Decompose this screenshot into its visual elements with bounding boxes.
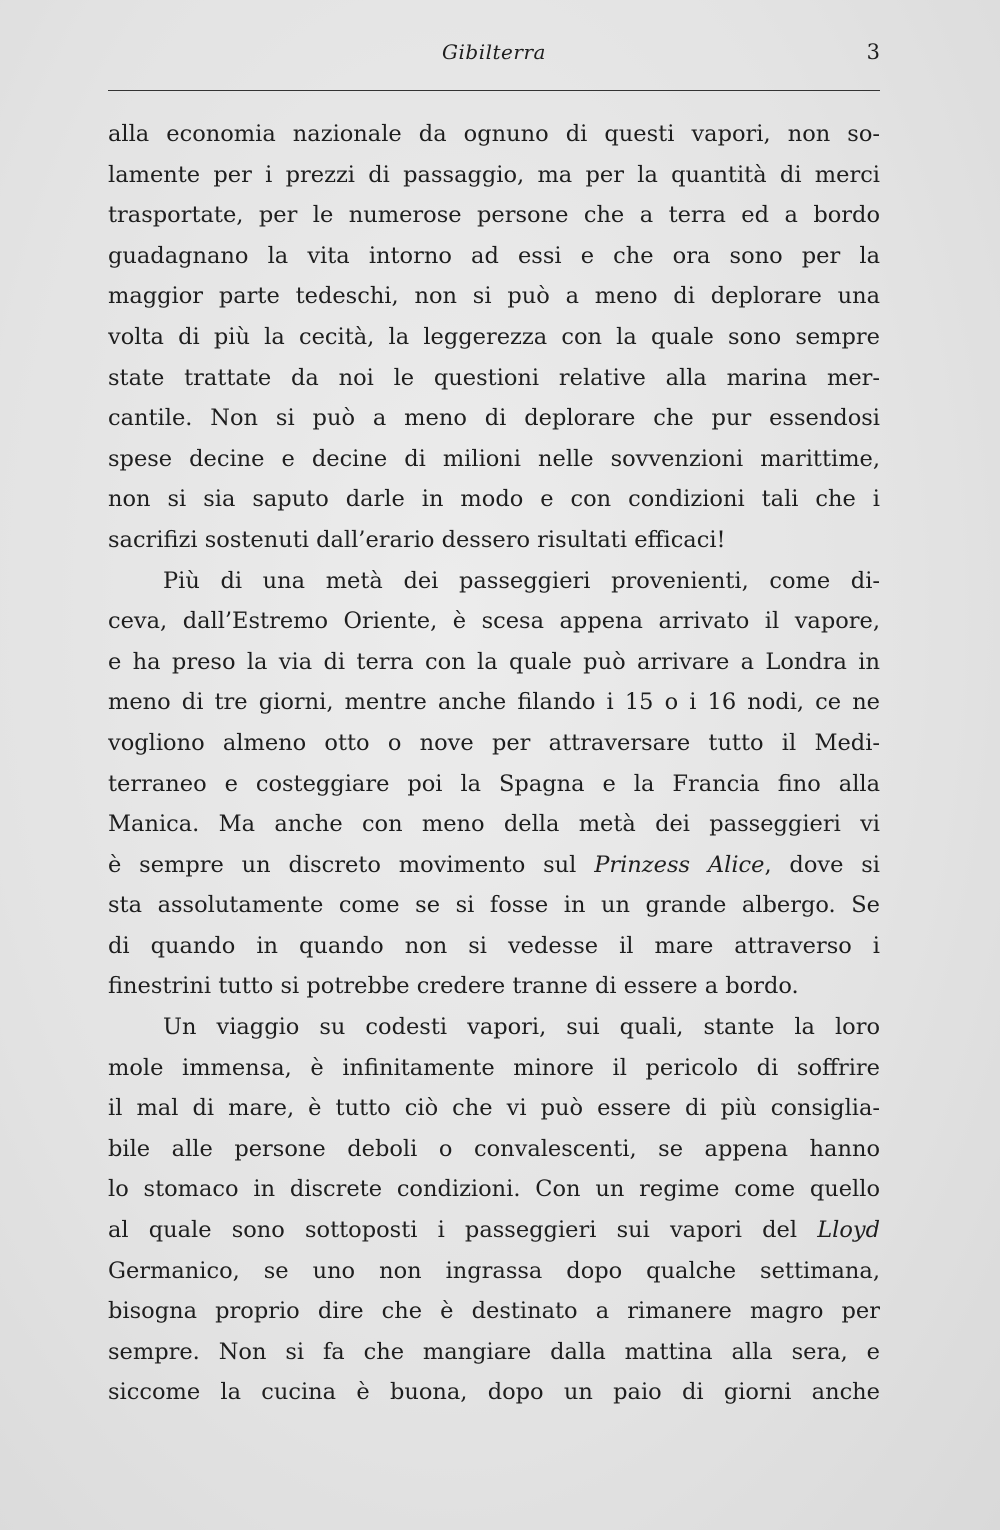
text-line: state trattate da noi le questioni relative alla marina mer- [108,364,880,391]
text-line: non si sia saputo darle in modo e con condizioni tali che i [108,486,880,513]
company-name: Lloyd [817,1217,880,1244]
text-line: sacrifizi sostenuti dall’erario dessero risultati efficaci! [108,526,726,553]
text-line: e ha preso la via di terra con la quale può arrivare a Londra in [108,648,880,675]
text-line: Manica. Ma anche con meno della metà dei passeggieri vi [108,811,880,838]
text-line: siccome la cucina è buona, dopo un paio di giorni anche [108,1379,880,1406]
text-line: terraneo e costeggiare poi la Spagna e la Francia fino alla [108,770,880,797]
body-text [108,114,880,1413]
text-line: maggior parte tedeschi, non si può a meno di deplorare una [108,283,880,310]
text-line: bisogna proprio dire che è destinato a rimanere magro per [108,1298,880,1325]
running-title: Gibilterra [442,40,546,64]
text-line: lamente per i prezzi di passaggio, ma per la quantità di merci [108,161,880,188]
text-line: spese decine e decine di milioni nelle sovvenzioni marittime, [108,445,880,472]
text-line: guadagnano la vita intorno ad essi e che ora sono per la [108,242,880,269]
text-line: sempre. Non si fa che mangiare dalla mattina alla sera, e [108,1338,880,1365]
text-line: sta assolutamente come se si fosse in un grande albergo. Se [108,892,880,919]
text-line: di quando in quando non si vedesse il mare attraverso i [108,932,880,959]
text-line: al quale sono sottoposti i passeggieri sui vapori del Lloyd [108,1217,880,1244]
text-line: vogliono almeno otto o nove per attraversare tutto il Medi- [108,729,880,756]
text-line: meno di tre giorni, mentre anche filando i 15 o i 16 nodi, ce ne [108,689,880,716]
header-rule [108,90,880,91]
text-line: alla economia nazionale da ognuno di questi vapori, non so- [108,121,880,147]
text-line: bile alle persone deboli o convalescenti, se appena hanno [108,1135,880,1162]
text-line: Un viaggio su codesti vapori, sui quali, stante la loro [163,1014,880,1041]
text-line: volta di più la cecità, la leggerezza con la quale sono sempre [108,323,880,350]
text-line: Germanico, se uno non ingrassa dopo qualche settimana, [108,1257,880,1284]
ship-name: Prinzess Alice [594,851,765,878]
text-line: trasportate, per le numerose persone che a terra ed a bordo [108,202,880,229]
text-line: il mal di mare, è tutto ciò che vi può essere di più consiglia- [108,1095,880,1122]
text-line: cantile. Non si può a meno di deplorare che pur essendosi [108,405,880,432]
text-line: finestrini tutto si potrebbe credere tranne di essere a bordo. [108,973,799,1000]
text-line: è sempre un discreto movimento sul Prinzess Alice, dove si [108,851,880,878]
text-line: Più di una metà dei passeggieri provenienti, come di- [163,567,880,594]
text-line: ceva, dall’Estremo Oriente, è scesa appena arrivato il vapore, [108,608,880,635]
text-line: mole immensa, è infinitamente minore il pericolo di soffrire [108,1054,880,1081]
page-header [108,40,880,80]
text-line: lo stomaco in discrete condizioni. Con un regime come quello [108,1176,880,1203]
page-number: 3 [866,40,880,64]
